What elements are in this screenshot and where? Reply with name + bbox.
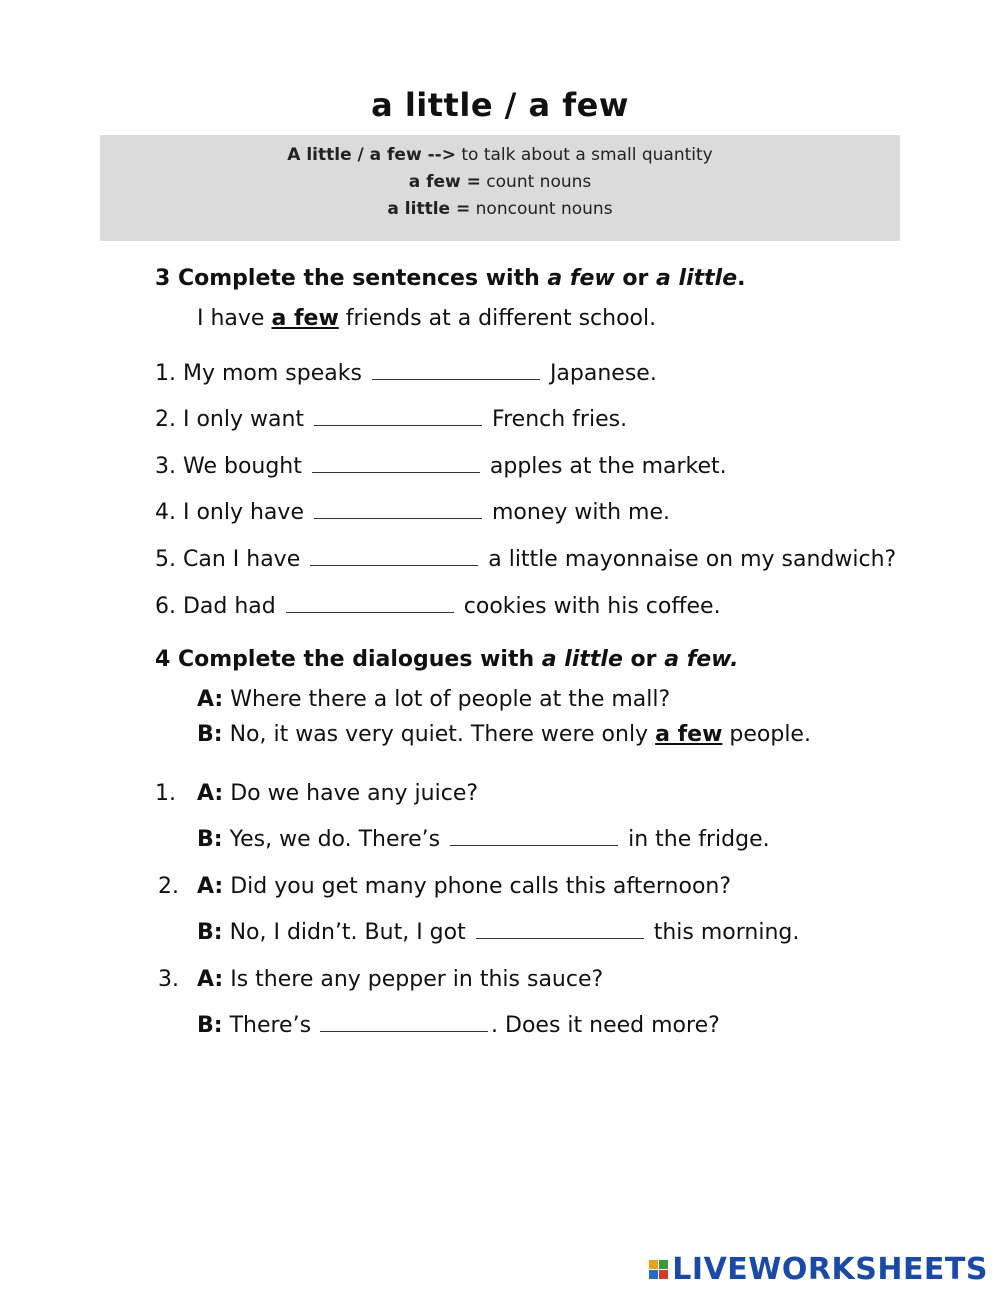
rule-line-2-bold: a few = bbox=[408, 172, 481, 192]
rule-line-1 bbox=[100, 142, 900, 169]
logo-text: LIVEWORKSHEETS bbox=[672, 1252, 988, 1287]
sentence-4: 4. I only have money with me. bbox=[155, 500, 670, 525]
sentence-3: 3. We bought apples at the market. bbox=[155, 454, 727, 479]
dialogue-blank-1[interactable] bbox=[450, 827, 618, 846]
dialogue-3-a: A: Is there any pepper in this sauce? bbox=[197, 967, 604, 992]
answer-blank-5[interactable] bbox=[310, 547, 478, 566]
dialogue-blank-2[interactable] bbox=[476, 920, 644, 939]
dialogue-2-number: 2. bbox=[158, 874, 179, 899]
sentence-1: 1. My mom speaks Japanese. bbox=[155, 361, 657, 386]
page-title: a little / a few bbox=[371, 86, 629, 124]
dialogue-1-number: 1. bbox=[155, 781, 176, 806]
example-dialogue-answer: a few bbox=[655, 722, 723, 747]
answer-blank-3[interactable] bbox=[312, 454, 480, 473]
answer-blank-4[interactable] bbox=[314, 500, 482, 519]
example-answer: a few bbox=[271, 306, 339, 331]
logo-grid-icon bbox=[649, 1260, 668, 1279]
rule-line-2-text: count nouns bbox=[480, 172, 592, 192]
sentence-5: 5. Can I have a little mayonnaise on my sandwich? bbox=[155, 547, 897, 572]
rule-line-2 bbox=[100, 169, 900, 196]
dialogue-blank-3[interactable] bbox=[320, 1013, 488, 1032]
dialogue-2-b: B: No, I didn’t. But, I got this morning. bbox=[197, 920, 800, 945]
answer-blank-6[interactable] bbox=[286, 594, 454, 613]
dialogue-2-a: A: Did you get many phone calls this afternoon? bbox=[197, 874, 732, 899]
rule-line-3-bold: a little = bbox=[387, 199, 471, 219]
grammar-rule-box bbox=[100, 135, 900, 241]
liveworksheets-logo bbox=[649, 1252, 988, 1287]
rule-line-1-bold: A little / a few --> bbox=[287, 145, 456, 165]
sentence-6: 6. Dad had cookies with his coffee. bbox=[155, 594, 721, 619]
rule-line-3 bbox=[100, 196, 900, 223]
example-dialogue-b: B: No, it was very quiet. There were only a few people. bbox=[197, 722, 811, 747]
example-dialogue-a: A: Where there a lot of people at the mall? bbox=[197, 687, 671, 712]
dialogue-1-b: B: Yes, we do. There’s in the fridge. bbox=[197, 827, 770, 852]
answer-blank-2[interactable] bbox=[314, 407, 482, 426]
section-4-heading: 4 Complete the dialogues with a little or a few. bbox=[155, 647, 739, 672]
sentence-2: 2. I only want French fries. bbox=[155, 407, 628, 432]
section-3-heading: 3 Complete the sentences with a few or a little. bbox=[155, 266, 746, 291]
rule-line-1-text: to talk about a small quantity bbox=[455, 145, 713, 165]
dialogue-3-b: B: There’s . Does it need more? bbox=[197, 1013, 720, 1038]
answer-blank-1[interactable] bbox=[372, 361, 540, 380]
rule-line-3-text: noncount nouns bbox=[470, 199, 613, 219]
dialogue-3-number: 3. bbox=[158, 967, 179, 992]
section-3-example: I have a few friends at a different school. bbox=[197, 306, 657, 331]
dialogue-1-a: A: Do we have any juice? bbox=[197, 781, 479, 806]
